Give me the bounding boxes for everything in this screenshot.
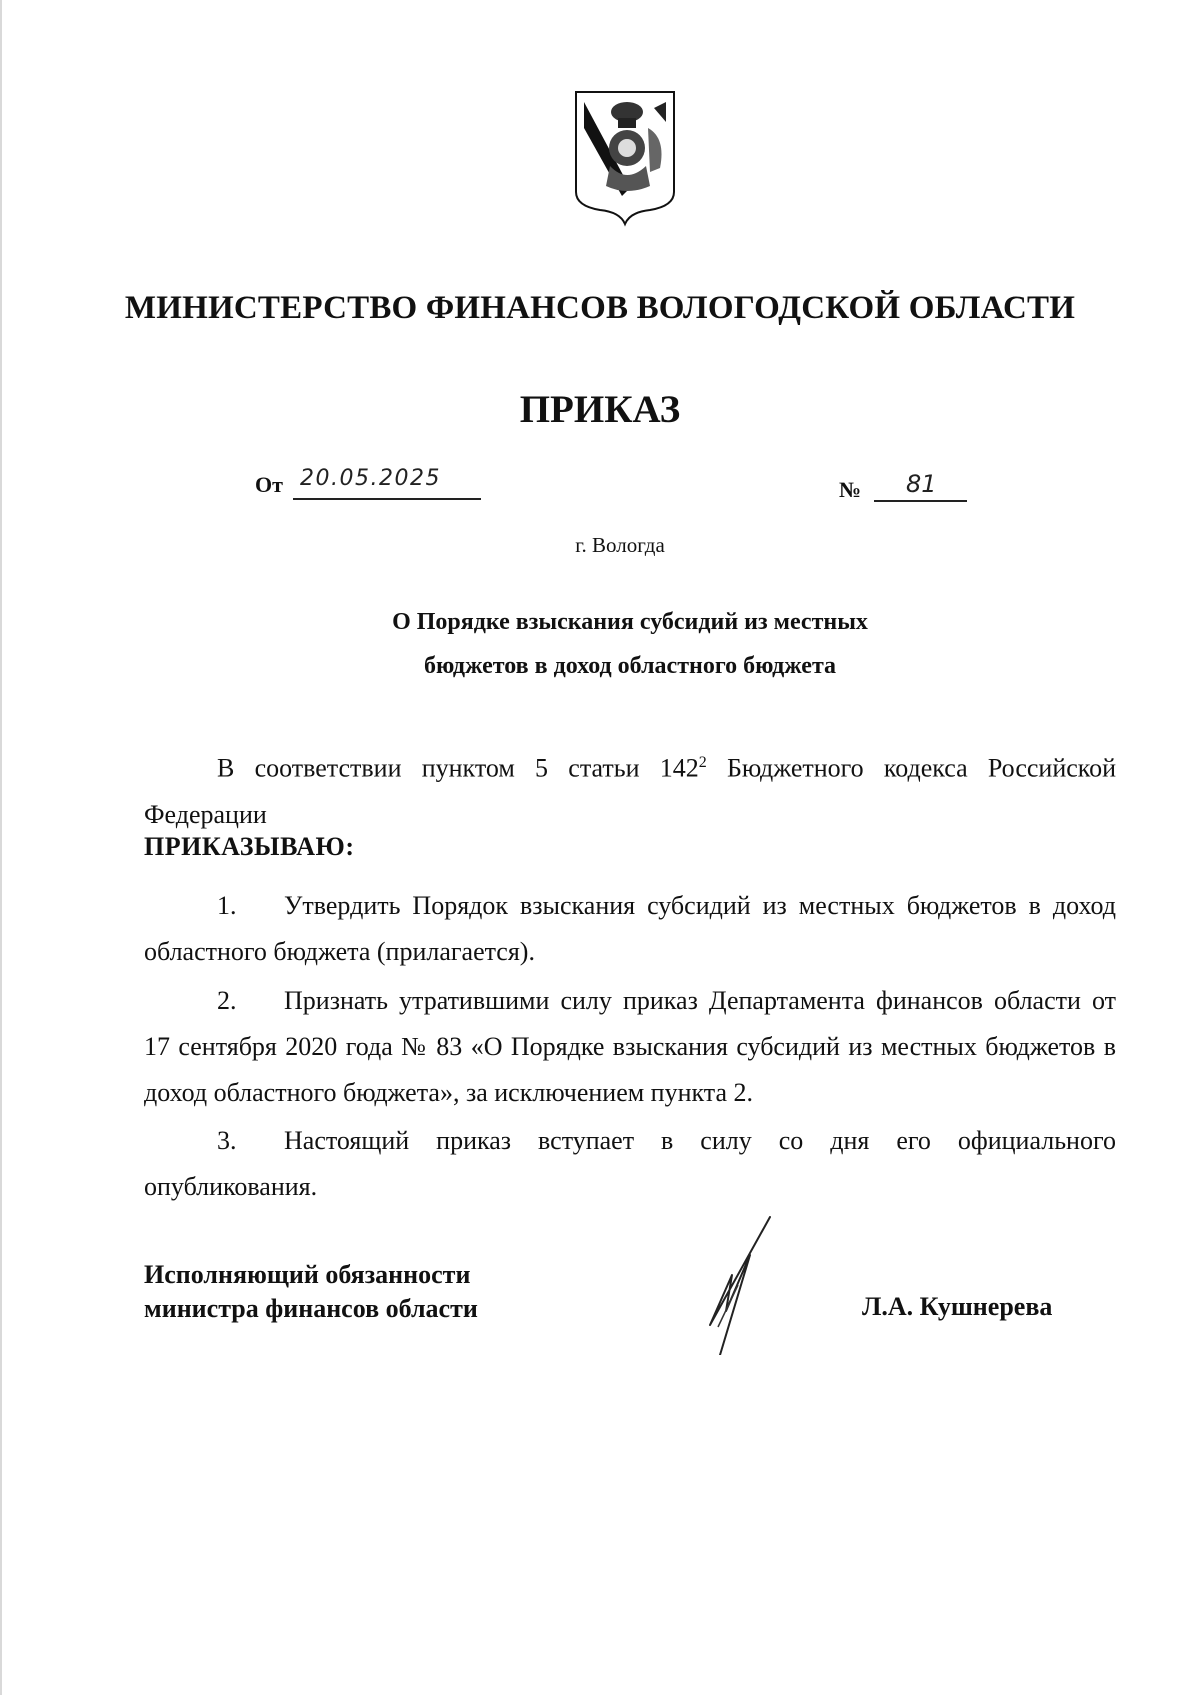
list-item	[144, 883, 1116, 975]
signatory-position	[144, 1258, 478, 1326]
document-type-title: ПРИКАЗ	[519, 388, 681, 431]
item-number: 3.	[217, 1126, 237, 1155]
subject-line-1: О Порядке взыскания субсидий из местных	[392, 609, 868, 635]
document-subject	[0, 600, 1200, 688]
number-underline	[874, 500, 967, 502]
preamble-superscript: 2	[698, 754, 707, 771]
coat-of-arms-icon	[570, 88, 680, 228]
number-label: №	[839, 477, 862, 502]
preamble-text-cont: Бюджетного кодекса Российской Федерации	[144, 753, 1116, 829]
item-number: 2.	[217, 986, 237, 1015]
list-item	[144, 1118, 1116, 1210]
date-value: 20.05.2025	[300, 466, 441, 491]
handwritten-signature-icon	[690, 1215, 800, 1355]
preamble-text: В соответствии пунктом 5 статьи 142	[217, 753, 699, 783]
item-text: Признать утратившими силу приказ Департамента финансов области от 17 сентября 2020 года № 83 «О Порядке взыскания субсидий из местных бюджетов в доход областного бюджета», за исключением пункта 2.	[144, 986, 1116, 1107]
item-text: Утвердить Порядок взыскания субсидий из местных бюджетов в доход областного бюджета (прилагается).	[144, 891, 1116, 966]
date-label: От	[255, 472, 283, 497]
city: г. Вологда	[575, 533, 665, 557]
signatory-name: Л.А. Кушнерева	[862, 1292, 1053, 1321]
decree-heading: ПРИКАЗЫВАЮ:	[144, 832, 355, 861]
position-line-2: министра финансов области	[144, 1294, 478, 1323]
list-item	[144, 978, 1116, 1116]
position-line-1: Исполняющий обязанности	[144, 1260, 471, 1289]
subject-line-2: бюджетов в доход областного бюджета	[423, 653, 837, 679]
item-number: 1.	[217, 891, 237, 920]
number-value: 81	[906, 470, 937, 498]
date-underline	[293, 498, 481, 500]
ministry-title: МИНИСТЕРСТВО ФИНАНСОВ ВОЛОГОДСКОЙ ОБЛАСТИ	[124, 290, 1076, 326]
preamble-paragraph	[144, 740, 1116, 838]
scan-edge-line	[0, 0, 2, 1695]
item-text: Настоящий приказ вступает в силу со дня его официального опубликования.	[144, 1126, 1116, 1201]
